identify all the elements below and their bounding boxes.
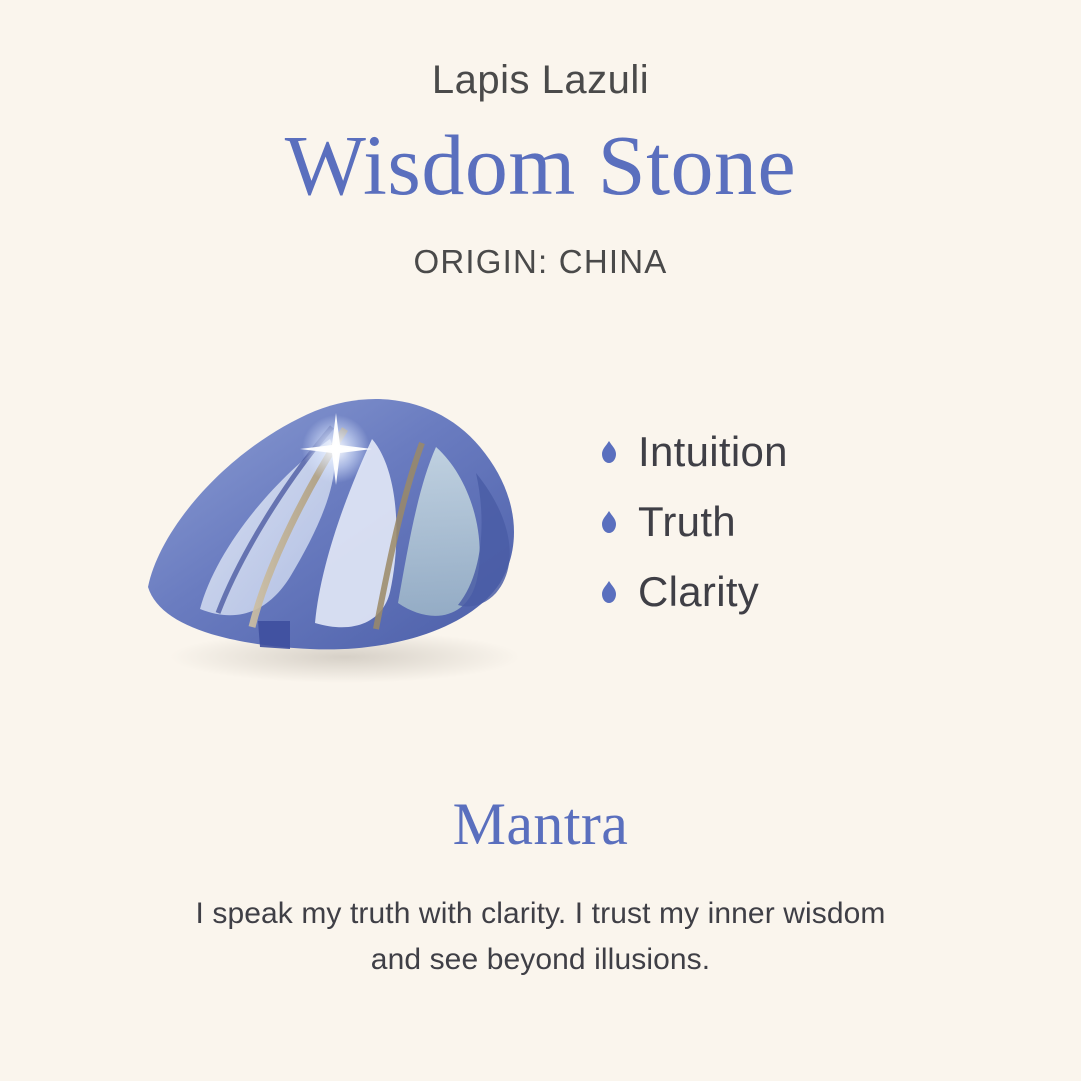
origin-label: ORIGIN: CHINA bbox=[413, 242, 668, 280]
mantra-heading: Mantra bbox=[452, 790, 629, 857]
property-label: Clarity bbox=[638, 567, 760, 615]
stone-illustration-wrap bbox=[0, 357, 560, 697]
diamond-bullet-icon bbox=[600, 511, 618, 533]
property-label: Truth bbox=[638, 497, 736, 545]
list-item bbox=[600, 427, 1081, 475]
mantra-line-1: I speak my truth with clarity. I trust my inner wisdom bbox=[195, 896, 886, 930]
stone-and-properties bbox=[0, 347, 1081, 707]
mantra-line-2: and see beyond illusions. bbox=[370, 943, 711, 977]
diamond-bullet-icon bbox=[600, 441, 618, 463]
page-title: Wisdom Stone bbox=[284, 117, 797, 213]
list-item bbox=[600, 567, 1081, 615]
mantra-text bbox=[161, 891, 921, 984]
diamond-bullet-icon bbox=[600, 581, 618, 603]
lapis-lazuli-stone-illustration bbox=[140, 377, 560, 697]
mantra-section bbox=[0, 791, 1081, 984]
card-header bbox=[0, 0, 1081, 281]
property-label: Intuition bbox=[638, 427, 788, 475]
list-item bbox=[600, 497, 1081, 545]
stone-name: Lapis Lazuli bbox=[431, 58, 650, 102]
stone-base-block bbox=[258, 621, 290, 649]
properties-list bbox=[560, 427, 1081, 623]
